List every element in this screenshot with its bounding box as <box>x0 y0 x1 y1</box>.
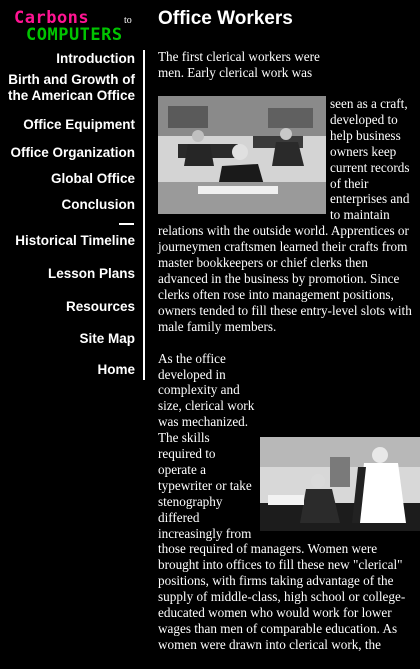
nav-link-office-organization[interactable]: Office Organization <box>10 145 135 160</box>
photo-male-clerks <box>158 96 326 214</box>
nav-vertical-rule <box>143 50 145 380</box>
nav-link-introduction[interactable]: Introduction <box>56 51 135 66</box>
nav-link-historical-timeline[interactable]: Historical Timeline <box>15 233 135 248</box>
nav-link-resources[interactable]: Resources <box>65 299 135 314</box>
logo-to-text: to <box>124 15 132 26</box>
nav-link-site-map[interactable]: Site Map <box>79 331 135 346</box>
nav-divider <box>119 223 134 225</box>
page-title: Office Workers <box>158 8 293 29</box>
logo-carbons-text: Carbons <box>14 8 90 28</box>
nav-link-conclusion[interactable]: Conclusion <box>61 197 135 212</box>
nav-link-home[interactable]: Home <box>97 362 135 377</box>
article-body <box>158 49 420 669</box>
float-spacer <box>324 49 420 96</box>
nav-link-office-equipment[interactable]: Office Equipment <box>23 117 135 132</box>
nav-link-lesson-plans[interactable]: Lesson Plans <box>47 266 135 281</box>
paragraph-2: As the office developed in complexity and size, clerical work was mechanized. The skills required to operate a typewriter or take stenography differed increasingly from those required of managers. Women were brought into offices to fill these new "clerical" positions, with firms taking advantage of the supply of middle-class, high school or college-educated women who would work for lower wages than men of comparable education. As women were drawn into clerical work, the <box>158 350 406 652</box>
paragraph-1: The first clerical workers were men. Early clerical work was seen as a craft, developed to help business owners keep current records of their enterprises and to maintain relations with the outside world. Apprentices or journeymen craftsmen learned their crafts from master bookkeepers or chief clerks then advanced in the business by promotion. Since clerks often rose into management positions, owners tended to fill these entry-level slots with male family members. <box>158 49 412 334</box>
nav-link-global-office[interactable]: Global Office <box>50 171 135 186</box>
nav-link-birth-line2: the American Office <box>7 88 135 103</box>
sidebar-nav <box>0 0 139 600</box>
logo-computers-text: COMPUTERS <box>26 25 123 45</box>
photo-female-clerks <box>260 437 420 531</box>
nav-link-birth-and-growth[interactable] <box>8 72 135 104</box>
nav-link-birth-line1: Birth and Growth of <box>8 72 135 87</box>
